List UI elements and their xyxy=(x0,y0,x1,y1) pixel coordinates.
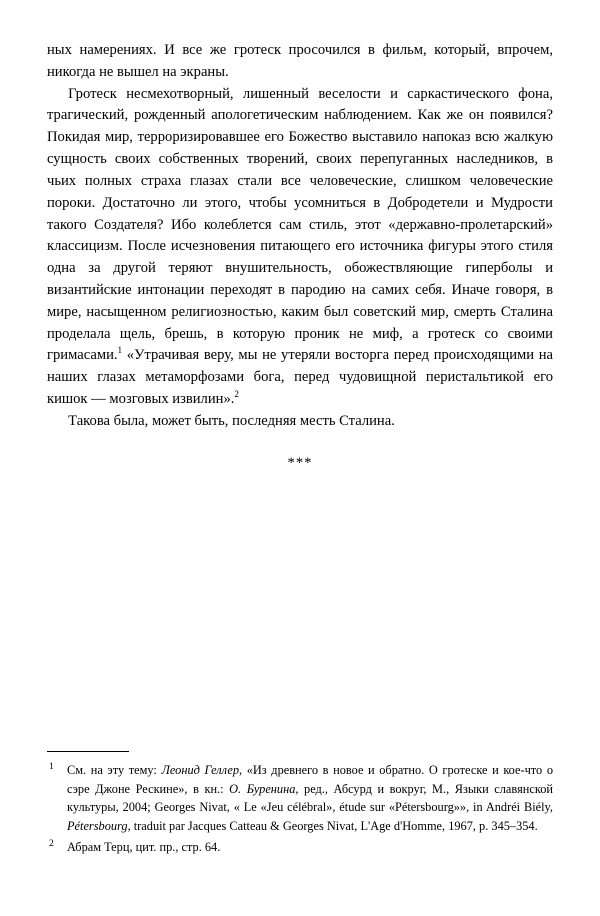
footnote-1 xyxy=(47,761,553,835)
footnote-separator-rule xyxy=(47,751,129,753)
footnote-1-text: См. на эту тему: Леонид Геллер, «Из древнего в новое и обратно. О гротеске и кое-что о сэре Джоне Рескине», в кн.: О. Буренина, ред., Абсурд и вокруг, М., Языки славянской культуры, 2004; Georges Nivat, « Le «Jeu célébral», étude sur «Pétersbourg»», in Andréi Biély, Pétersbourg, traduit par Jacques Catteau & Georges Nivat, L'Age d'Homme, 1967, p. 345–354. xyxy=(67,763,553,833)
footnote-2-text: Абрам Терц, цит. пр., стр. 64. xyxy=(67,840,221,855)
paragraph-final: Такова была, может быть, последняя месть Сталина. xyxy=(68,412,395,429)
footnote-2-number: 2 xyxy=(49,838,54,850)
footnote-1-number: 1 xyxy=(49,761,54,773)
section-break: *** xyxy=(287,454,313,471)
body-text-block xyxy=(47,40,553,433)
footnote-2 xyxy=(47,838,553,857)
paragraph-continued: ных намерениях. И все же гротеск просочился в фильм, который, впрочем, никогда не вышел на экраны. xyxy=(47,42,553,80)
paragraph-grotesque: Гротеск несмехотворный, лишенный веселости и саркастического фона, трагический, рожденный апологетическим наблюдением. Как же он появился? Покидая мир, терроризировавшее его Божество выставило напоказ всю жалкую сущность своих собственных творений, своих перепуганных наследников, в чьих полных страха глазах стали все человеческие, слишком человеческие пороки. Достаточно ли этого, чтобы усомниться в Добродетели и Мудрости такого Создателя? Ибо колеблется сам стиль, этот «державно-пролетарский» классицизм. После исчезновения питающего его источника фигуры этого стиля одна за другой теряют внушительность, обожествляющие гиперболы и византийские интонации переходят в пародию на самих себя. Иначе говоря, в мире, насыщенном религиозностью, каким был советский мир, смерть Сталина проделала щель, брешь, в которую проник не миф, а гротеск со своими гримасами.$^1$ «Утрачивая веру, мы не утеряли восторга перед происходящими на наших глазах метаморфозами бога, перед чудовищной перистальтикой его кишок — мозговых извилин».$^2$ xyxy=(47,85,553,407)
footnotes-block xyxy=(47,751,553,860)
